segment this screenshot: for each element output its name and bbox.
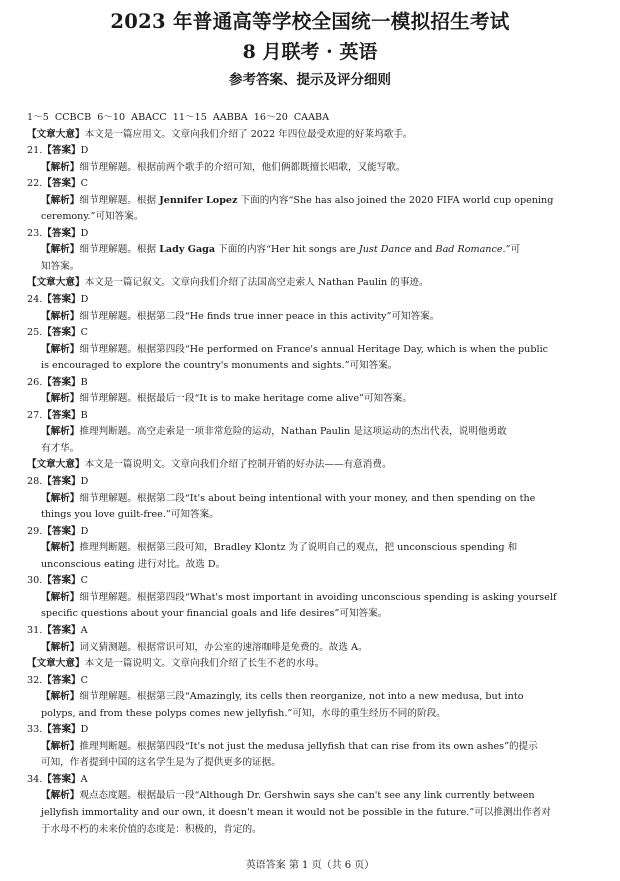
passage-overview-1: 【文章大意】本文是一篇应用文。文章向我们介绍了 2022 年四位最受欢迎的好莱坞歌手。 [27, 128, 413, 140]
analysis-line: specific questions about your financial goals and life desires”可知答案。 [41, 608, 388, 620]
analysis-line: 【解析】推理判断题。高空走索是一项非常危险的运动，Nathan Paulin 是这项运动的杰出代表，说明他勇敢 [41, 426, 507, 438]
analysis-line: 【解析】细节理解题。根据第三段“Amazingly, its cells then reorganize, not into a new medusa, but into [41, 691, 524, 703]
answer-line: 27.【答案】B [27, 409, 88, 421]
analysis-line: 【解析】推理判断题。根据第四段“It's not just the medusa jellyfish that can rise from its own ashes”的提示 [41, 740, 538, 752]
analysis-line: 【解析】细节理解题。根据 Jennifer Lopez 下面的内容“She has also joined the 2020 FIFA world cup opening [41, 194, 554, 206]
answer-content [27, 110, 598, 838]
analysis-line: 【解析】细节理解题。根据 Lady Gaga 下面的内容“Her hit songs are Just Dance and Bad Romance.”可 [41, 244, 521, 256]
answer-line: 22.【答案】C [27, 178, 88, 190]
page-subtitle: 8 月联考 · 英语 [242, 41, 378, 63]
summary-answers: 1～5 CCBCB 6～10 ABACC 11～15 AABBA 16～20 CAABA [27, 112, 330, 123]
answer-line: 34.【答案】A [27, 773, 88, 785]
section-heading: 参考答案、提示及评分细则 [229, 72, 391, 88]
analysis-line: is encouraged to explore the country's monuments and sights.”可知答案。 [41, 360, 398, 372]
analysis-line: 【解析】词义猜测题。根据常识可知，办公室的速溶咖啡是免费的。故选 A。 [41, 641, 368, 653]
answer-line: 23.【答案】D [27, 227, 89, 239]
answer-line: 32.【答案】C [27, 674, 88, 686]
analysis-line: jellyfish immortality and our own, it doesn't mean it would not be possible in the future.”可以推测出作者对 [41, 806, 551, 818]
analysis-line: 有才华。 [41, 442, 80, 454]
analysis-line: 【解析】细节理解题。根据前两个歌手的介绍可知，他们俩都既擅长唱歌，又能写歌。 [41, 161, 406, 173]
analysis-line: 知答案。 [41, 260, 80, 272]
analysis-line: 【解析】观点态度题。根据最后一段“Although Dr. Gershwin says she can't see any link currently between [41, 790, 535, 802]
analysis-line: polyps, and from these polyps comes new jellyfish.”可知，水母的重生经历不同的阶段。 [41, 707, 446, 719]
analysis-line: 【解析】细节理解题。根据最后一段“It is to make heritage come alive”可知答案。 [41, 393, 412, 405]
answer-line: 29.【答案】D [27, 525, 89, 537]
analysis-line: things you love guilt-free.”可知答案。 [41, 509, 219, 521]
analysis-line: 【解析】细节理解题。根据第四段“He performed on France's annual Heritage Day, which is when the public [41, 343, 549, 355]
overview-label: 【文章大意】 [27, 128, 85, 140]
analysis-line: 于水母不朽的未来价值的态度是：积极的，肯定的。 [41, 823, 262, 835]
analysis-line: 【解析】细节理解题。根据第二段“He finds true inner peace in this activity”可知答案。 [41, 310, 440, 322]
answer-line: 30.【答案】C [27, 575, 88, 587]
analysis-line: 可知，作者提到中国的这名学生是为了提供更多的证据。 [41, 757, 281, 769]
page-footer: 英语答案 第 1 页（共 6 页） [245, 860, 375, 871]
answer-line: 25.【答案】C [27, 327, 88, 339]
analysis-line: unconscious eating 进行对比。故选 D。 [41, 558, 226, 570]
analysis-line: ceremony.”可知答案。 [41, 211, 144, 223]
analysis-line: 【解析】细节理解题。根据第四段“What's most important in avoiding unconscious spending is asking yourself [41, 591, 557, 603]
passage-overview-3: 【文章大意】本文是一篇说明文。文章向我们介绍了控制开销的好办法——有意消费。 [27, 459, 392, 471]
passage-overview-2: 【文章大意】本文是一篇记叙文。文章向我们介绍了法国高空走索人 Nathan Paulin 的事迹。 [27, 277, 429, 289]
answer-line: 33.【答案】D [27, 724, 89, 736]
answer-line: 24.【答案】D [27, 294, 89, 306]
answer-line: 28.【答案】D [27, 476, 89, 488]
analysis-line: 【解析】推理判断题。根据第三段可知，Bradley Klontz 为了说明自己的观点，把 unconscious spending 和 [41, 542, 518, 554]
answer-line: 31.【答案】A [27, 624, 88, 636]
passage-overview-4: 【文章大意】本文是一篇说明文。文章向我们介绍了长生不老的水母。 [27, 658, 325, 670]
analysis-line: 【解析】细节理解题。根据第二段“It's about being intentional with your money, and then spending on the [41, 492, 536, 504]
answer-line: 21.【答案】D [27, 145, 89, 157]
page-title: 2023 年普通高等学校全国统一模拟招生考试 [110, 10, 510, 33]
answer-line: 26.【答案】B [27, 376, 88, 388]
